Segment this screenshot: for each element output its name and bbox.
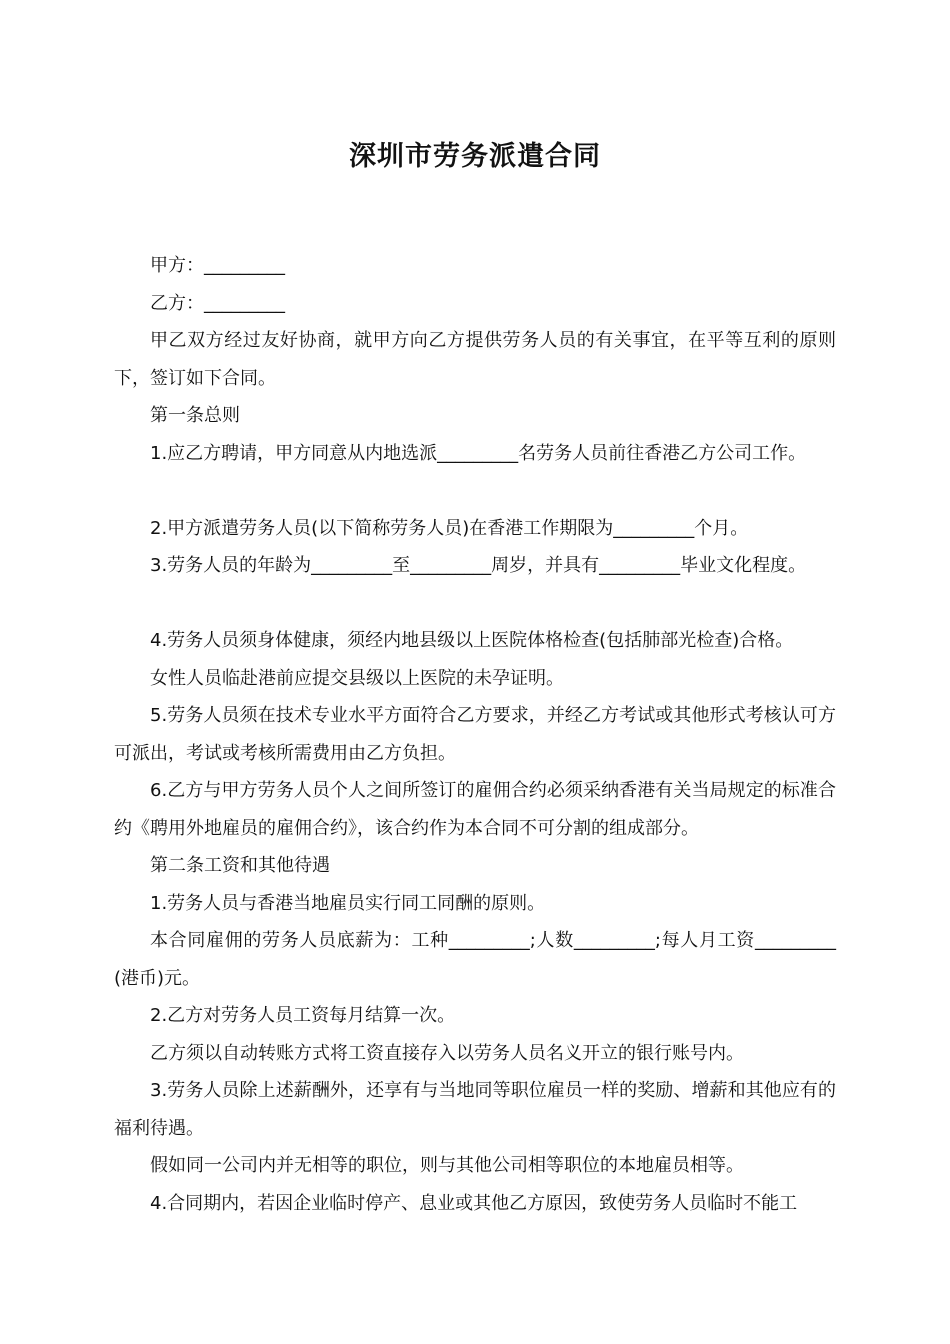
- blank-line: [114, 585, 836, 623]
- article-2-clause-3-note: 假如同一公司内并无相等的职位，则与其他公司相等职位的本地雇员相等。: [150, 1155, 744, 1176]
- article-2-clause-4: 4.合同期内，若因企业临时停产、息业或其他乙方原因，致使劳务人员临时不能工: [150, 1192, 798, 1214]
- party-b-line: 乙方：_________: [150, 292, 285, 314]
- article-2-heading: 第二条工资和其他待遇: [150, 855, 330, 876]
- article-1-clause-5: 5.劳务人员须在技术专业水平方面符合乙方要求，并经乙方考试或其他形式考核认可方可派出，考试或考核所需费用由乙方负担。: [114, 705, 836, 764]
- party-a-line: 甲方：_________: [150, 255, 285, 276]
- article-2-salary-line: 本合同雇佣的劳务人员底薪为：工种_________;人数_________;每人月工资_________(港币)元。: [114, 930, 836, 989]
- article-1-heading: 第一条总则: [150, 405, 240, 426]
- document-body: [114, 247, 836, 1222]
- blank-line: [114, 472, 836, 510]
- article-2-clause-3: 3.劳务人员除上述薪酬外，还享有与当地同等职位雇员一样的奖励、增薪和其他应有的福利待遇。: [114, 1080, 836, 1139]
- article-1-clause-4: 4.劳务人员须身体健康，须经内地县级以上医院体格检查(包括肺部光检查)合格。: [150, 630, 794, 651]
- article-1-clause-4-note: 女性人员临赴港前应提交县级以上医院的未孕证明。: [150, 667, 564, 689]
- article-2-clause-2-note: 乙方须以自动转账方式将工资直接存入以劳务人员名义开立的银行账号内。: [150, 1042, 744, 1064]
- article-1-clause-2: 2.甲方派遣劳务人员(以下简称劳务人员)在香港工作期限为_________个月。: [150, 517, 749, 539]
- article-2-clause-2: 2.乙方对劳务人员工资每月结算一次。: [150, 1005, 456, 1026]
- article-1-clause-3: 3.劳务人员的年龄为_________至_________周岁，并具有_________毕业文化程度。: [150, 555, 807, 576]
- preamble-paragraph: 甲乙双方经过友好协商，就甲方向乙方提供劳务人员的有关事宜，在平等互利的原则下，签订如下合同。: [114, 330, 836, 389]
- article-1-clause-6: 6.乙方与甲方劳务人员个人之间所签订的雇佣合约必须采纳香港有关当局规定的标准合约《聘用外地雇员的雇佣合约》，该合约作为本合同不可分割的组成部分。: [114, 780, 836, 839]
- article-1-clause-1: 1.应乙方聘请，甲方同意从内地选派_________名劳务人员前往香港乙方公司工作。: [150, 442, 807, 464]
- article-2-clause-1: 1.劳务人员与香港当地雇员实行同工同酬的原则。: [150, 892, 546, 914]
- document-title: 深圳市劳务派遣合同: [349, 141, 601, 172]
